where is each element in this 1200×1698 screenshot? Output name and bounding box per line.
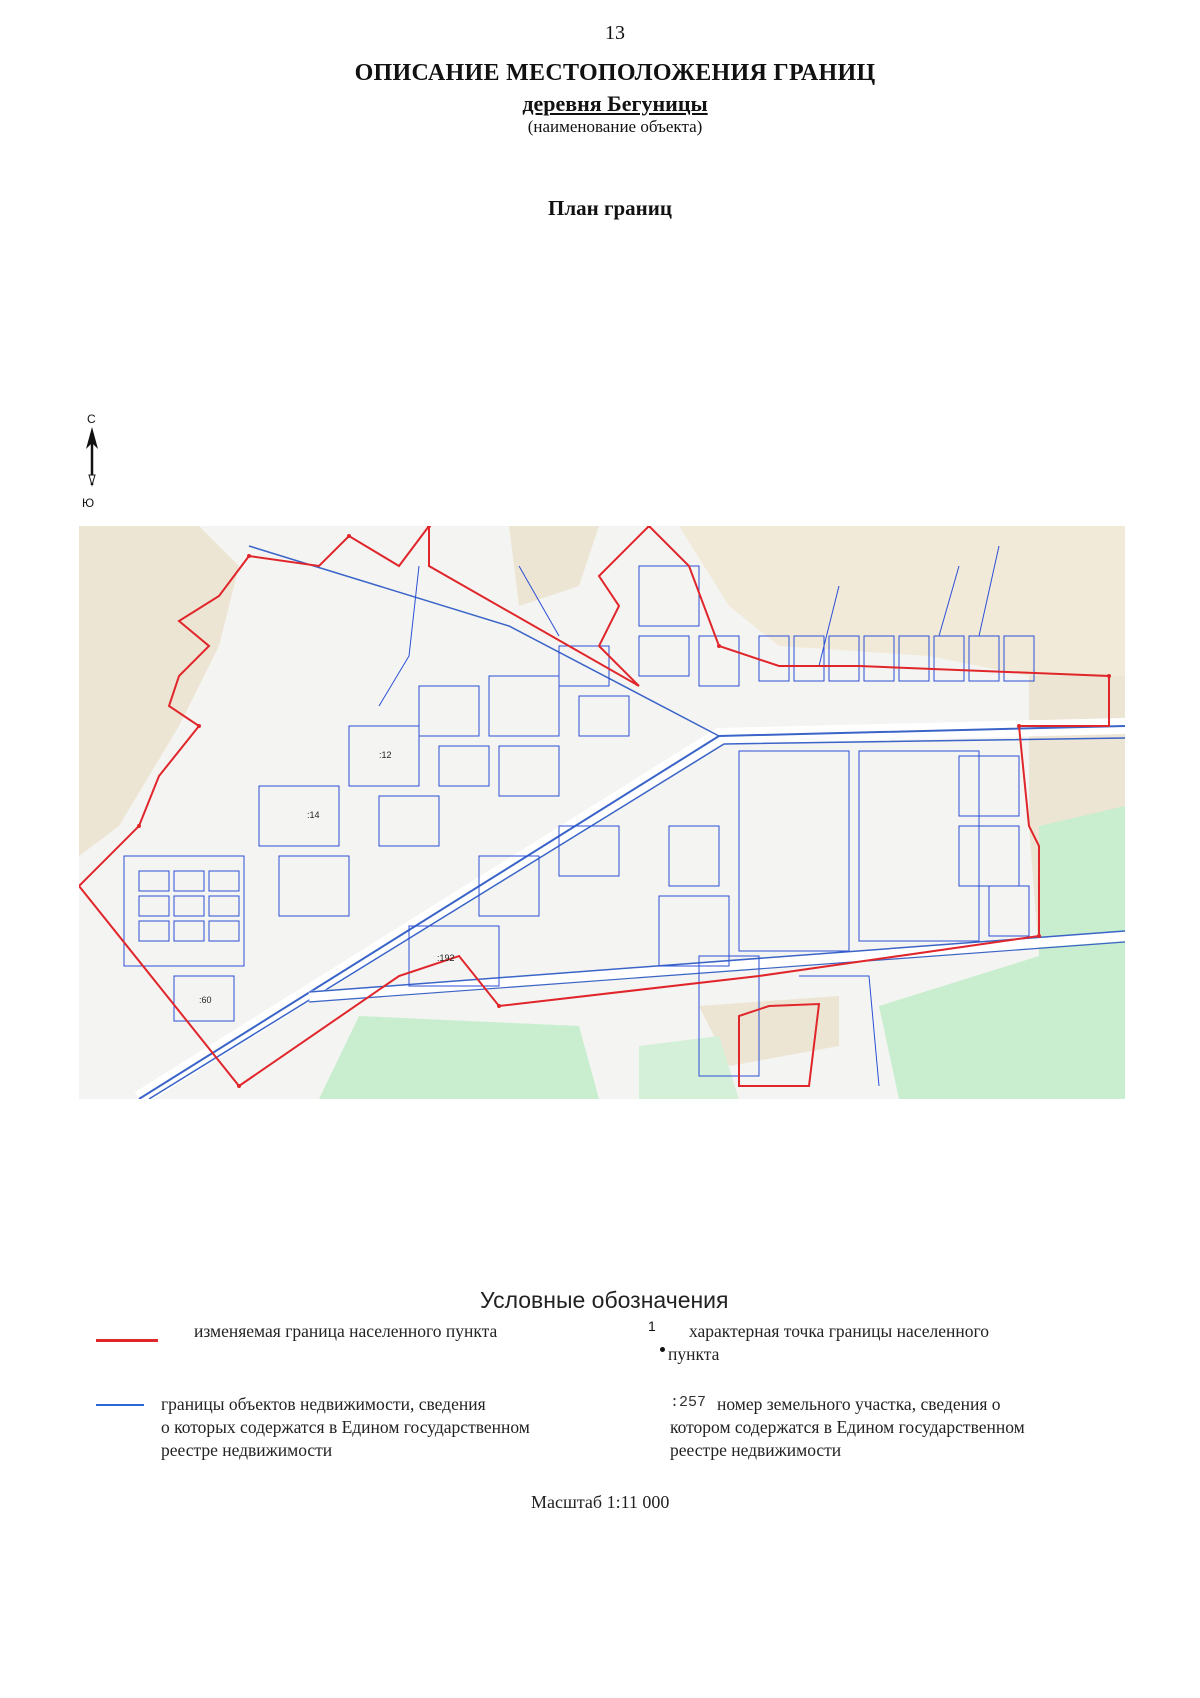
legend-point-marker: 1 — [648, 1318, 656, 1334]
object-name-line — [0, 91, 1200, 117]
document-title: ОПИСАНИЕ МЕСТОПОЛОЖЕНИЯ ГРАНИЦ — [354, 60, 876, 86]
map-scale: Масштаб 1:11 000 — [531, 1492, 670, 1512]
object-name: деревня Бегуницы — [522, 91, 708, 116]
legend-parcel-number-label-2: котором содержатся в Едином государственном — [670, 1417, 1025, 1437]
legend-point-label-2: пункта — [668, 1344, 720, 1364]
parcel-label-60: :60 — [199, 995, 212, 1005]
legend-parcels-label-2: о которых содержатся в Едином государственном — [161, 1417, 530, 1437]
legend-parcels-label-3: реестре недвижимости — [161, 1440, 333, 1460]
legend-boundary-label: изменяемая граница населенного пункта — [194, 1321, 498, 1341]
parcel-label-12: :12 — [379, 750, 392, 760]
object-name-caption: (наименование объекта) — [527, 117, 703, 136]
green-area-south — [319, 1016, 599, 1099]
legend-parcels-label-1: границы объектов недвижимости, сведения — [161, 1394, 486, 1414]
legend-parcel-number-label-3: реестре недвижимости — [670, 1440, 842, 1460]
legend-boundary-swatch — [96, 1339, 158, 1342]
legend-parcel-number-sample: :257 — [670, 1394, 707, 1411]
legend-title: Условные обозначения — [480, 1287, 729, 1313]
compass-north-label: С — [87, 412, 96, 426]
plan-title: План границ — [548, 196, 672, 220]
compass-south-label: Ю — [82, 496, 95, 510]
boundary-point-icon — [660, 1347, 665, 1352]
page-number: 13 — [605, 22, 625, 44]
legend-parcel-number-label-1: номер земельного участка, сведения о — [717, 1394, 1001, 1414]
legend-parcels-swatch — [96, 1404, 144, 1406]
parcel-label-192: :192 — [437, 953, 455, 963]
legend-point-label-1: характерная точка границы населенного — [689, 1321, 989, 1341]
parcel-label-14: :14 — [307, 810, 320, 820]
cadastral-map — [79, 526, 1125, 1099]
